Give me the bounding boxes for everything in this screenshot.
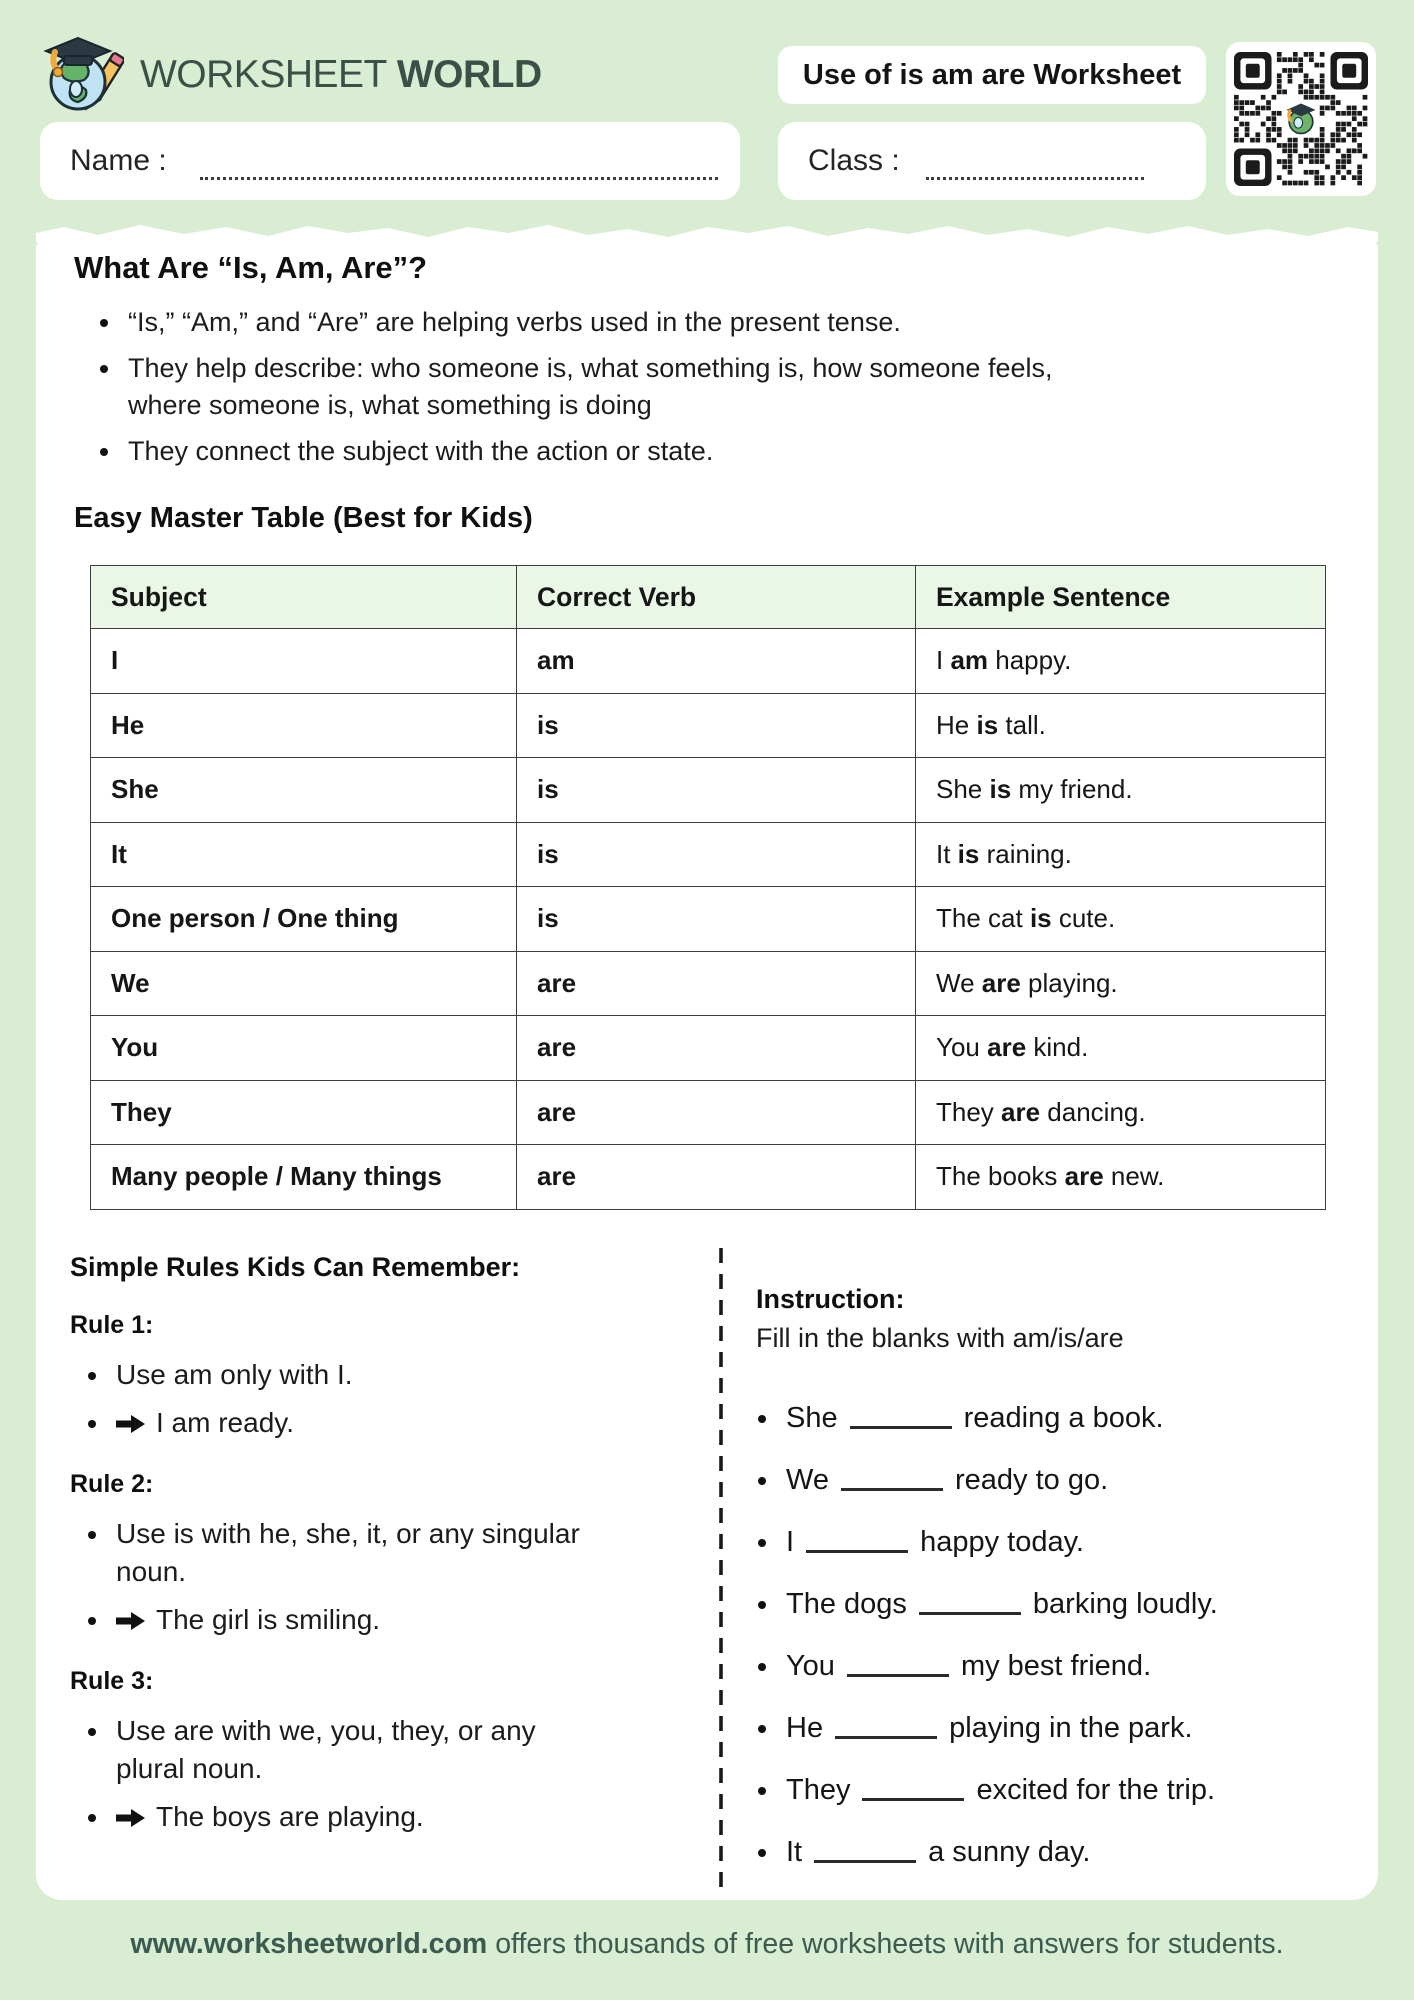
bullet-dot-icon: [88, 1420, 96, 1428]
fill-in-blank[interactable]: [841, 1488, 943, 1492]
bullet-dot-icon: [758, 1849, 766, 1857]
table-row: One person / One thing is The cat is cute.: [91, 887, 1326, 952]
name-field: [40, 122, 740, 200]
intro-bullet: They help describe: who someone is, what something is, how someone feels, where someone is, what something is doing: [98, 350, 1056, 424]
bullet-dot-icon: [88, 1814, 96, 1822]
bullet-dot-icon: [758, 1601, 766, 1609]
exercise-item: They excited for the trip.: [756, 1770, 1356, 1810]
brand-name: [140, 53, 542, 97]
instruction-heading: Instruction:: [756, 1284, 905, 1314]
dashed-divider: [718, 1248, 724, 1890]
fill-in-blank[interactable]: [850, 1426, 952, 1430]
worksheet-title: [778, 46, 1206, 104]
bullet-dot-icon: [758, 1415, 766, 1423]
worksheet-title-text: Use of is am are Worksheet: [802, 58, 1182, 91]
exercise-item: He playing in the park.: [756, 1708, 1356, 1748]
exercise-item: I happy today.: [756, 1522, 1356, 1562]
bullet-dot-icon: [100, 448, 108, 456]
brand-word-2: WORLD: [396, 53, 542, 96]
table-row: He is He is tall.: [91, 693, 1326, 758]
fill-in-blank[interactable]: [814, 1860, 916, 1864]
footer: [0, 1928, 1414, 1961]
bullet-dot-icon: [88, 1372, 96, 1380]
rule-example: I am ready.: [86, 1404, 606, 1442]
fill-in-blank[interactable]: [862, 1798, 964, 1802]
col-example: Example Sentence: [916, 566, 1326, 629]
table-header-row: [91, 566, 1326, 629]
bullet-dot-icon: [100, 365, 108, 373]
qr-box: [1226, 42, 1376, 196]
exercise-list: [756, 1398, 1356, 1872]
rule-3-title: Rule 3:: [70, 1667, 154, 1695]
table-row: She is She is my friend.: [91, 758, 1326, 823]
rule-2-title: Rule 2:: [70, 1470, 154, 1498]
brand-word-1: WORKSHEET: [140, 53, 387, 96]
intro-section: [74, 250, 1334, 479]
instruction-text: Fill in the blanks with am/is/are: [756, 1323, 1124, 1353]
table-row: They are They are dancing.: [91, 1080, 1326, 1145]
table-row: You are You are kind.: [91, 1016, 1326, 1081]
brand: [42, 34, 542, 116]
bullet-dot-icon: [758, 1787, 766, 1795]
fill-in-blank[interactable]: [847, 1674, 949, 1678]
footer-domain-link[interactable]: www.worksheetworld.com: [130, 1928, 488, 1960]
intro-bullet: “Is,” “Am,” and “Are” are helping verbs used in the present tense.: [98, 304, 1056, 341]
intro-heading: What Are “Is, Am, Are”?: [74, 250, 428, 285]
name-input-line[interactable]: [200, 177, 718, 180]
table-row: I am I am happy.: [91, 629, 1326, 694]
table-row: It is It is raining.: [91, 822, 1326, 887]
rule-bullet: Use am only with I.: [86, 1356, 606, 1394]
arrow-right-icon: [116, 1610, 146, 1632]
intro-bullet: They connect the subject with the action or state.: [98, 433, 1056, 470]
exercise-item: The dogs barking loudly.: [756, 1584, 1356, 1624]
torn-paper-edge: [36, 221, 1378, 242]
table-row: We are We are playing.: [91, 951, 1326, 1016]
qr-code: [1234, 52, 1368, 186]
intro-bullet-list: [98, 304, 1056, 470]
brand-logo-icon: [42, 34, 124, 116]
class-label: Class :: [808, 144, 900, 177]
exercise-item: It a sunny day.: [756, 1832, 1356, 1872]
col-subject: Subject: [91, 566, 517, 629]
class-field: [778, 122, 1206, 200]
rules-heading: Simple Rules Kids Can Remember:: [70, 1252, 521, 1282]
rules-section: [70, 1252, 630, 1846]
bullet-dot-icon: [758, 1539, 766, 1547]
master-table: [90, 565, 1326, 1210]
fill-in-blank[interactable]: [806, 1550, 908, 1554]
rule-bullet: Use is with he, she, it, or any singular noun.: [86, 1515, 606, 1591]
bullet-dot-icon: [100, 319, 108, 327]
table-row: Many people / Many things are The books are new.: [91, 1145, 1326, 1210]
rule-example: The boys are playing.: [86, 1798, 606, 1836]
exercise-item: She reading a book.: [756, 1398, 1356, 1438]
exercise-item: We ready to go.: [756, 1460, 1356, 1500]
exercise-section: [756, 1284, 1356, 1894]
bullet-dot-icon: [88, 1728, 96, 1736]
rule-bullet: Use are with we, you, they, or any plural noun.: [86, 1712, 606, 1788]
bullet-dot-icon: [758, 1663, 766, 1671]
class-input-line[interactable]: [926, 177, 1144, 180]
rule-example: The girl is smiling.: [86, 1601, 606, 1639]
arrow-right-icon: [116, 1807, 146, 1829]
bullet-dot-icon: [758, 1477, 766, 1485]
footer-text: offers thousands of free worksheets with answers for students.: [487, 1928, 1284, 1960]
rule-1-title: Rule 1:: [70, 1311, 154, 1339]
arrow-right-icon: [116, 1413, 146, 1435]
bullet-dot-icon: [88, 1617, 96, 1625]
col-verb: Correct Verb: [517, 566, 916, 629]
table-heading: Easy Master Table (Best for Kids): [74, 502, 533, 534]
bullet-dot-icon: [88, 1531, 96, 1539]
bullet-dot-icon: [758, 1725, 766, 1733]
exercise-item: You my best friend.: [756, 1646, 1356, 1686]
fill-in-blank[interactable]: [919, 1612, 1021, 1616]
fill-in-blank[interactable]: [835, 1736, 937, 1740]
name-label: Name :: [70, 144, 167, 177]
